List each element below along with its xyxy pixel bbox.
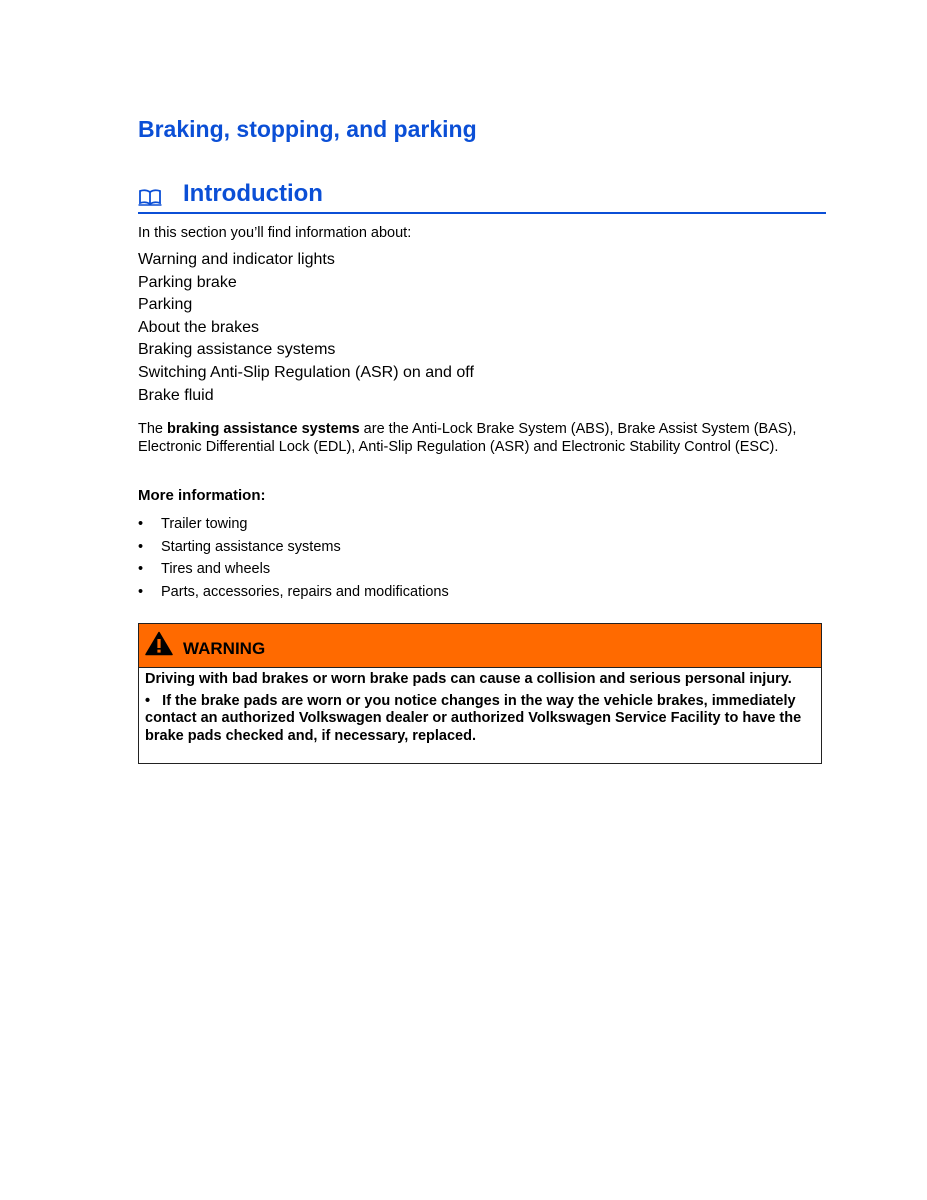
para-rest: are the Anti-Lock Brake System (ABS), Brake Assist System (BAS), Electronic Differential Lock (EDL), Anti-Slip Regulation (ASR) and Electronic Stability Control (ESC).	[138, 421, 797, 455]
bullet: •	[138, 561, 144, 578]
more-link-trailer-towing[interactable]: Trailer towing	[161, 516, 248, 532]
warning-header	[139, 624, 821, 668]
topic-link-braking-assistance[interactable]: Braking assistance systems	[138, 341, 336, 359]
bullet: •	[138, 516, 144, 532]
warning-bullet-item	[145, 693, 815, 746]
section-header	[138, 180, 826, 214]
warning-title: WARNING	[183, 639, 266, 658]
intro-text: In this section you’ll find information about:	[138, 225, 412, 241]
braking-systems-paragraph	[138, 420, 822, 456]
more-link-tires-wheels[interactable]: Tires and wheels	[161, 561, 271, 578]
list-item[interactable]	[138, 558, 449, 581]
warning-triangle-icon	[145, 631, 173, 656]
section-title: Introduction	[183, 180, 323, 207]
more-link-starting-assistance[interactable]: Starting assistance systems	[161, 538, 341, 555]
topic-link-about-brakes[interactable]: About the brakes	[138, 318, 259, 336]
list-item[interactable]	[138, 581, 449, 604]
topic-link-parking[interactable]: Parking	[138, 296, 193, 314]
list-item[interactable]	[138, 536, 449, 559]
warning-item-text: If the brake pads are worn or you notice changes in the way the vehicle brakes, immediately contact an authorized Volkswagen dealer or authorized Volkswagen Service Facility to have the brake pads checked and, if necessary, replaced.	[145, 692, 802, 744]
topic-list	[138, 249, 474, 407]
para-prefix: The	[138, 421, 168, 437]
more-link-parts-accessories[interactable]: Parts, accessories, repairs and modifications	[161, 584, 449, 601]
topic-link-asr-switching[interactable]: Switching Anti-Slip Regulation (ASR) on and off	[138, 363, 474, 381]
more-information-list	[138, 513, 449, 604]
para-bold-term: braking assistance systems	[167, 421, 360, 437]
topic-link-warning-lights[interactable]: Warning and indicator lights	[138, 251, 335, 268]
topic-link-parking-brake[interactable]: Parking brake	[138, 273, 237, 291]
warning-box	[138, 623, 822, 764]
topic-link-brake-fluid[interactable]: Brake fluid	[138, 386, 214, 404]
chapter-title: Braking, stopping, and parking	[138, 116, 477, 142]
warning-body	[139, 668, 821, 745]
bullet: •	[145, 692, 151, 709]
book-icon	[138, 188, 162, 206]
bullet: •	[138, 538, 144, 555]
warning-lead-text: Driving with bad brakes or worn brake pads can cause a collision and serious personal injury.	[145, 671, 792, 687]
bullet: •	[138, 584, 144, 601]
list-item[interactable]	[138, 513, 449, 536]
more-information-heading: More information:	[138, 487, 266, 504]
